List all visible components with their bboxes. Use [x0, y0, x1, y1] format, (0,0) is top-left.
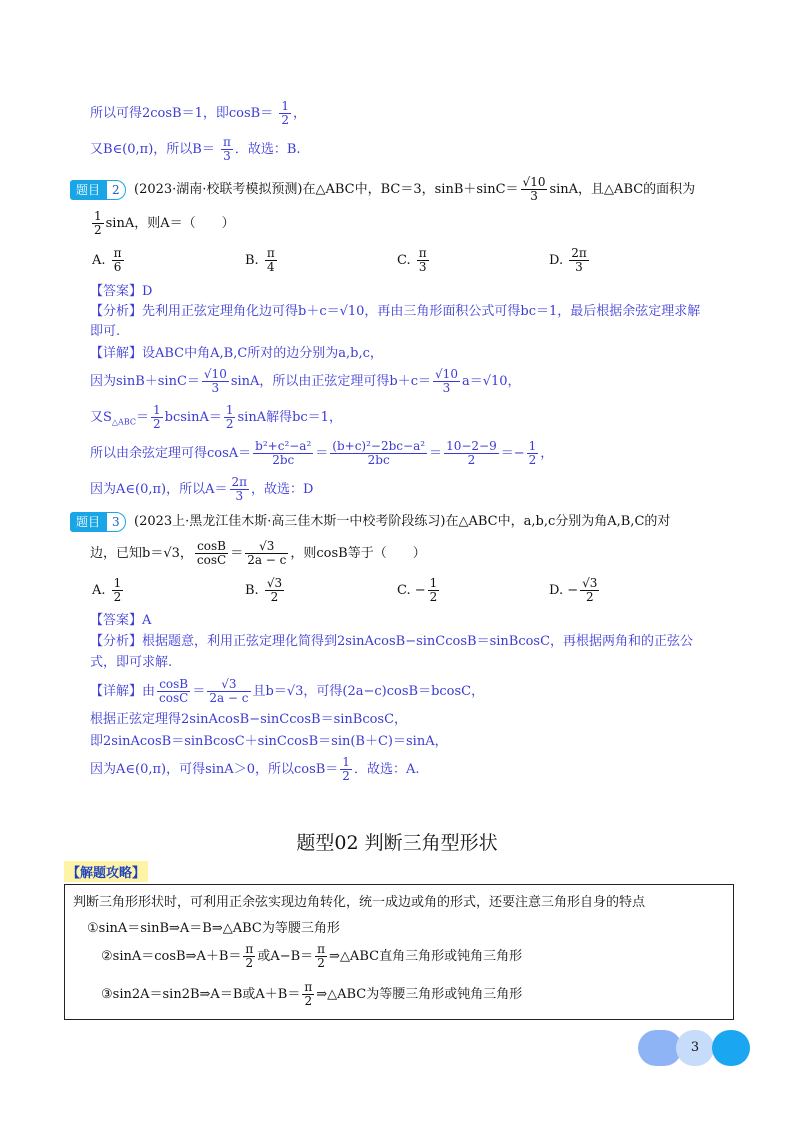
detail-line: 因为A∈(0,π)，所以A＝ $\frac{2\pi}{3}$ ，故选：D: [90, 475, 314, 503]
strategy-box: [64, 884, 734, 1020]
analysis-line: 式，即可求解.: [90, 655, 173, 670]
question-stem: 边，已知b＝√3， $\frac{\cos B}{\cos C}$ ＝ $\frac{√3}{2a - c}$ ，则cosB等于（ ）: [90, 539, 426, 567]
option-a: A. $\frac{\pi}{6}$: [92, 246, 122, 274]
question-stem: (2023上·黑龙江佳木斯·高三佳木斯一中校考阶段练习)在△ABC中，a,b,c分别为角A,B,C的对: [134, 514, 671, 529]
solution-line: 又B∈(0,π)，所以B＝ $\frac{\pi}{3}$ ．故选：B.: [90, 135, 301, 163]
answer-line: 【答案】D: [90, 284, 153, 299]
section-title: 题型02 判断三角型形状: [296, 832, 498, 854]
detail-line: 【详解】设ABC中角A,B,C所对的边分别为a,b,c，: [90, 346, 383, 361]
box-item: ③sin2A＝sin2B⇒A＝B或A＋B＝ $\frac{\pi}{2}$ ⇒△ABC为等腰三角形或钝角三角形: [101, 980, 523, 1008]
detail-line: 【详解】由 $\frac{\cos B}{\cos C}$ ＝ $\frac{√3}{2a - c}$ 且b＝√3，可得(2a−c)cosB＝bcosC，: [90, 677, 485, 705]
box-intro: 判断三角形形状时，可利用正余弦实现边角转化，统一成边或角的形式，还要注意三角形自身的特点: [73, 895, 646, 910]
fraction: $\frac{√10}{3}$: [522, 175, 546, 203]
option-c: C. − $\frac{1}{2}$: [397, 576, 438, 604]
answer-line: 【答案】A: [90, 613, 152, 628]
box-item: ②sinA＝cosB⇒A＋B＝ $\frac{\pi}{2}$ 或A−B＝ $\frac{\pi}{2}$ ⇒△ABC直角三角形或钝角三角形: [101, 942, 523, 970]
analysis-line: 即可.: [90, 324, 121, 339]
question-badge: 题目 3: [70, 512, 126, 532]
question-stem: $\frac{1}{2}$ sinA，则A＝（ ）: [94, 209, 235, 237]
detail-line: 即2sinAcosB＝sinBcosC＋sinCcosB＝sin(B＋C)＝sinA，: [90, 734, 448, 749]
page-number: 3: [676, 1030, 714, 1066]
detail-line: 又$S_{\triangle ABC}=$ $\frac{1}{2}$ bcsinA＝ $\frac{1}{2}$ sinA解得bc＝1，: [90, 403, 342, 431]
detail-line: 因为A∈(0,π)，可得sinA＞0，所以cosB＝ $\frac{1}{2}$ ．故选：A.: [90, 755, 420, 783]
detail-line: 所以由余弦定理可得cosA＝ $\frac{\text{b²+c²−a²}}{2bc}$ ＝ $\frac{\text{(b+c)²−2bc−a²}}{2bc}$ ＝ $\frac{10-2-9}{2}$ ＝− $\frac{1}{2}$ ，: [90, 439, 554, 467]
solution-line: 所以可得2cosB＝1，即cosB＝ $\frac{1}{2}$ ，: [90, 99, 307, 127]
option-a: A. $\frac{1}{2}$: [92, 576, 122, 604]
detail-line: 根据正弦定理得2sinAcosB−sinCcosB＝sinBcosC，: [90, 712, 408, 727]
fraction: $\frac{1}{2}$: [94, 209, 102, 237]
page-dot-right: [712, 1030, 750, 1066]
analysis-line: 【分析】先利用正弦定理角化边可得b＋c＝√10，再由三角形面积公式可得bc＝1，最后根据余弦定理求解: [90, 304, 701, 319]
option-b: B. $\frac{\pi}{4}$: [245, 246, 275, 274]
question-badge: 题目 2: [70, 180, 126, 200]
fraction: $\frac{\pi}{3}$: [222, 135, 231, 163]
detail-line: 因为sinB＋sinC＝ $\frac{√10}{3}$ sinA，所以由正弦定理可得b＋c＝ $\frac{√10}{3}$ a＝√10，: [90, 367, 521, 395]
fraction: $\frac{1}{2}$: [281, 99, 289, 127]
question-stem: (2023·湖南·校联考模拟预测)在△ABC中，BC＝3，sinB＋sinC＝ $\frac{√10}{3}$ sinA，且△ABC的面积为: [134, 175, 696, 203]
option-d: D. − $\frac{√3}{2}$: [549, 576, 598, 604]
option-d: D. $\frac{2\pi}{3}$: [549, 246, 587, 274]
box-item: ①sinA＝sinB⇒A＝B⇒△ABC为等腰三角形: [87, 921, 340, 936]
option-c: C. $\frac{\pi}{3}$: [397, 246, 427, 274]
analysis-line: 【分析】根据题意，利用正弦定理化简得到2sinAcosB−sinCcosB＝sinBcosC，再根据两角和的正弦公: [90, 634, 694, 649]
hint-tag: 【解题攻略】: [64, 861, 148, 882]
option-b: B. $\frac{√3}{2}$: [245, 576, 283, 604]
